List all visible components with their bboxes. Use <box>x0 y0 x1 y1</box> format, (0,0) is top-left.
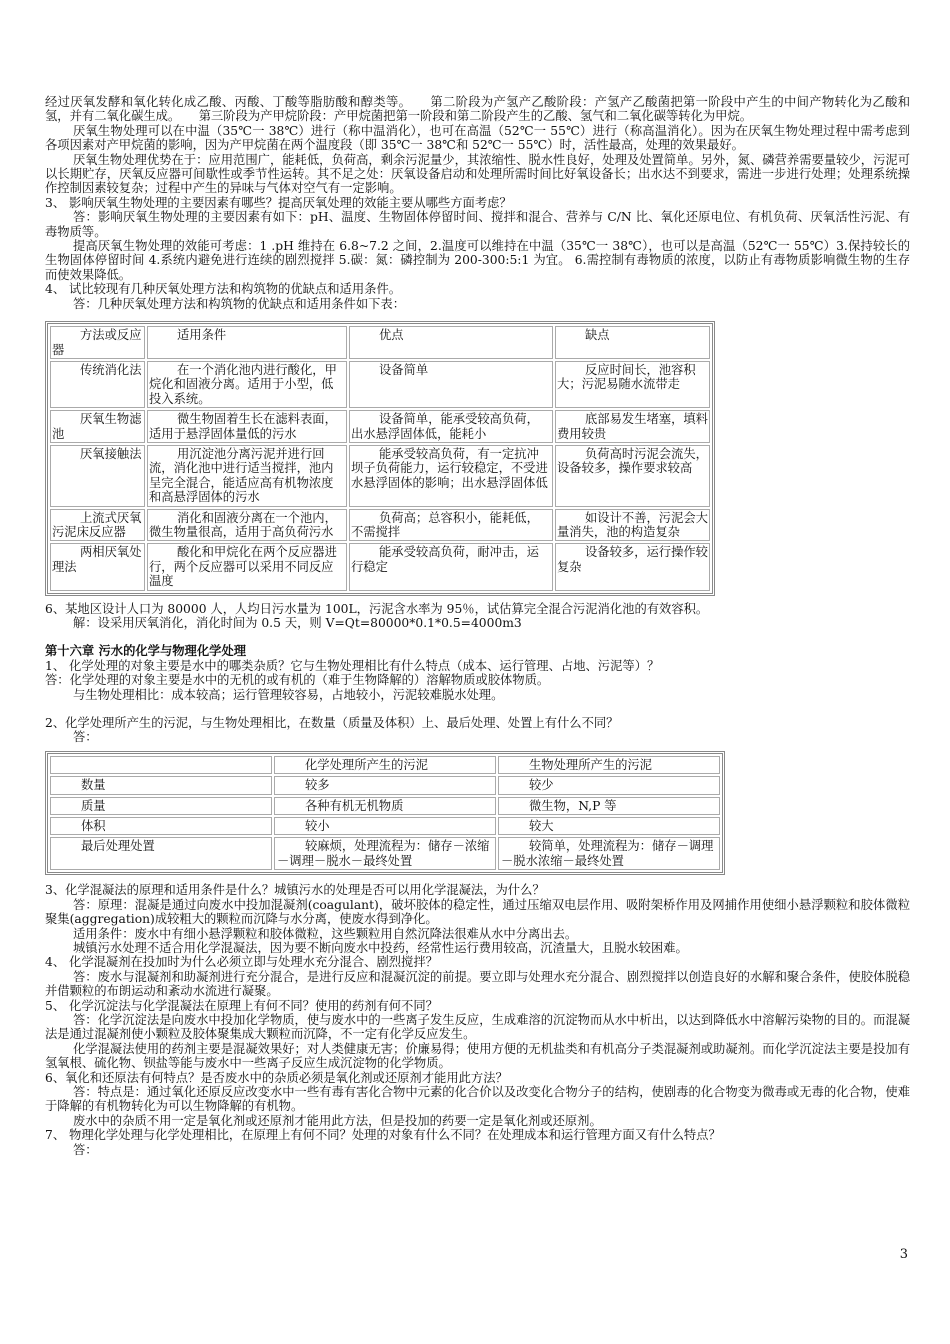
answer-3: 答：影响厌氧生物处理的主要因素有如下：pH、温度、生物固体停留时间、搅拌和混合、营养与 C/N 比、氧化还原电位、有机负荷、厌氧活性污泥、有毒物质等。 <box>45 210 910 239</box>
paragraph: 化学混凝法使用的药剂主要是混凝效果好；对人类健康无害；价廉易得；使用方便的无机盐类和有机高分子类混凝剂或助凝剂。而化学沉淀法主要是投加有氢氧根、硫化物、钡盐等能与废水中一些离子反应生成沉淀物的化学物质。 <box>45 1041 910 1071</box>
question-3: 3、 影响厌氧生物处理的主要因素有哪些？提高厌氧处理的效能主要从哪些方面考虑？ <box>45 195 512 210</box>
table-cell: 最后处理处置 <box>50 837 272 870</box>
table-cell: 如设计不善，污泥会大量消失，池的构造复杂 <box>555 509 710 542</box>
paragraph: 3、化学混凝法的原理和适用条件是什么？城镇污水的处理是否可以用化学混凝法，为什么？ <box>45 883 545 898</box>
answer-4: 答：几种厌氧处理方法和构筑物的优缺点和适用条件如下表： <box>73 296 406 311</box>
ch16-question-1: 1、 化学处理的对象主要是水中的哪类杂质？它与生物处理相比有什么特点（成本、运行管理、占地、污泥等）？ <box>45 658 660 673</box>
paragraph: 厌氧生物处理优势在于：应用范围广，能耗低，负荷高，剩余污泥量少，其浓缩性、脱水性良好，处理及处置简单。另外，氮、磷营养需要量较少，污泥可以长期贮存，厌氧反应器可间歇性或季节性运转。其不足之处：厌氧设备启动和处理所需时间比好氧设备长；出水达不到要求，需进一步进行处理；处理系统操作控制因素较复杂；过程中产生的异味与气体对空气有一定影响。 <box>45 152 910 196</box>
table-cell: 两相厌氧处理法 <box>50 543 145 590</box>
table-header-cell: 缺点 <box>555 326 710 359</box>
table-header-cell: 优点 <box>349 326 553 359</box>
table-cell: 能承受较高负荷，耐冲击，运行稳定 <box>349 543 553 590</box>
ch16-answer-2: 答： <box>73 730 98 745</box>
table-row <box>50 817 720 835</box>
table-cell: 在一个消化池内进行酸化，甲烷化和固液分离。适用于小型，低投入系统。 <box>147 361 347 408</box>
table-cell: 数量 <box>50 776 272 794</box>
paragraph: 适用条件：废水中有细小悬浮颗粒和胶体微粒，这些颗粒用自然沉降法很难从水中分离出去。 <box>73 926 578 941</box>
ch16-answer-1-detail: 与生物处理相比：成本较高；运行管理较容易，占地较小，污泥较难脱水处理。 <box>73 687 504 702</box>
table-cell: 各种有机无机物质 <box>274 797 496 815</box>
sludge-comparison-table <box>45 751 725 875</box>
table-cell: 能承受较高负荷，有一定抗冲坝子负荷能力，运行较稳定，不受进水悬浮固体的影响；出水悬浮固体低 <box>349 445 553 507</box>
answer-6: 解：设采用厌氧消化，消化时间为 0.5 天，则 V=Qt=80000*0.1*0.5=4000m3 <box>73 616 522 630</box>
table-cell: 较多 <box>274 776 496 794</box>
table-cell: 负荷高；总容积小，能耗低，不需搅拌 <box>349 509 553 542</box>
paragraph: 答：废水与混凝剂和助凝剂进行充分混合，是进行反应和混凝沉淀的前提。要立即与处理水充分混合、剧烈搅拌以创造良好的水解和聚合条件，使胶体脱稳并借颗粒的布朗运动和紊动水流进行凝聚。 <box>45 969 910 999</box>
table-cell: 较少 <box>498 776 720 794</box>
table-header-row <box>50 756 720 774</box>
question-4: 4、 试比较现有几种厌氧处理方法和构筑物的优缺点和适用条件。 <box>45 282 402 297</box>
table-header-cell: 适用条件 <box>147 326 347 359</box>
bottom-paragraphs <box>45 883 910 1157</box>
table-cell: 微生物，N,P 等 <box>498 797 720 815</box>
table-row <box>50 509 710 542</box>
table-cell: 厌氧生物滤池 <box>50 410 145 443</box>
table-cell: 厌氧接触法 <box>50 445 145 507</box>
paragraph: 答：化学沉淀法是向废水中投加化学物质，使与废水中的一些离子发生反应，生成难溶的沉淀物而从水中析出，以达到降低水中溶解污染物的目的。而混凝法是通过混凝剂使小颗粒及胶体聚集成大颗粒而沉降，不一定有化学反应发生。 <box>45 1012 910 1042</box>
table-cell: 负荷高时污泥会流失，设备较多，操作要求较高 <box>555 445 710 507</box>
paragraph: 城镇污水处理不适合用化学混凝法，因为要不断向废水中投药，经常性运行费用较高，沉渣量大，且脱水较困难。 <box>73 940 688 955</box>
paragraph: 5、 化学沉淀法与化学混凝法在原理上有何不同？使用的药剂有何不同？ <box>45 998 438 1013</box>
table-cell: 体积 <box>50 817 272 835</box>
table-header-cell: 化学处理所产生的污泥 <box>274 756 496 774</box>
table-row <box>50 445 710 507</box>
table-cell: 微生物固着生长在滤料表面，适用于悬浮固体量低的污水 <box>147 410 347 443</box>
table-row <box>50 543 710 590</box>
paragraph: 废水中的杂质不用一定是氧化剂或还原剂才能用此方法，但是投加的药要一定是氧化剂或还原剂。 <box>73 1113 602 1128</box>
table-cell: 质量 <box>50 797 272 815</box>
paragraph: 4、 化学混凝剂在投加时为什么必须立即与处理水充分混合、剧烈搅拌？ <box>45 955 438 970</box>
paragraph: 答：特点是：通过氧化还原反应改变水中一些有毒有害化合物中元素的化合价以及改变化合物分子的结构，使剧毒的化合物变为微毒或无毒的化合物，使难于降解的有机物转化为可以生物降解的有机物。 <box>45 1084 910 1114</box>
ch16-question-2: 2、化学处理所产生的污泥，与生物处理相比，在数量（质量及体积）上、最后处理、处置上有什么不同？ <box>45 716 619 731</box>
paragraph: 答：原理：混凝是通过向废水中投加混凝剂(coagulant)，破坏胶体的稳定性，通过压缩双电层作用、吸附架桥作用及网捕作用使细小悬浮颗粒和胶体微粒聚集(aggregation)成较粗大的颗粒而沉降与水分离，使废水得到净化。 <box>45 897 910 927</box>
table-cell: 消化和固液分离在一个池内，微生物量很高，适用于高负荷污水 <box>147 509 347 542</box>
answer-3-detail: 提高厌氧生物处理的效能可考虑：1 .pH 维持在 6.8~7.2 之间，2.温度可以维持在中温（35℃一 38℃），也可以是高温（52℃一 55℃）3.保持较长的生物固体停留时间 4.系统内避免进行连续的剧烈搅拌 5.碳：氮：磷控制为 200-300:5:1 为宜。 6.需控制有毒物质的浓度，以防止有毒物质影响微生物的生存而使效果降低。 <box>45 239 910 282</box>
table-cell: 设备较多，运行操作较复杂 <box>555 543 710 590</box>
table-row <box>50 776 720 794</box>
table-row <box>50 410 710 443</box>
paragraph: 厌氧生物处理可以在中温（35℃一 38℃）进行（称中温消化），也可在高温（52℃一 55℃）进行（称高温消化）。因为在厌氧生物处理过程中需考虑到各项因素对产甲烷菌的影响，因为产甲烷菌在两个温度段（即 35℃一 38℃和 52℃一 55℃）时，活性最高，处理的效果最好。 <box>45 123 910 153</box>
page-number: 3 <box>899 1247 908 1262</box>
table-header-cell: 方法或反应器 <box>50 326 145 359</box>
table-cell: 较小 <box>274 817 496 835</box>
table-cell: 底部易发生堵塞，填料费用较贵 <box>555 410 710 443</box>
table-cell: 设备简单 <box>349 361 553 408</box>
paragraph: 6、氧化和还原法有何特点？是否废水中的杂质必须是氧化剂或还原剂才能用此方法？ <box>45 1070 508 1085</box>
table-cell: 设备简单，能承受较高负荷，出水悬浮固体低，能耗小 <box>349 410 553 443</box>
table-cell: 较大 <box>498 817 720 835</box>
table-header-row <box>50 326 710 359</box>
table-cell: 较简单，处理流程为：储存－调理－脱水浓缩－最终处置 <box>498 837 720 870</box>
paragraph: 7、 物理化学处理与化学处理相比，在原理上有何不同？处理的对象有什么不同？在处理成本和运行管理方面又有什么特点？ <box>45 1128 721 1143</box>
table-row <box>50 837 720 870</box>
chapter-title: 第十六章 污水的化学与物理化学处理 <box>45 644 247 659</box>
table-cell: 酸化和甲烷化在两个反应器进行，两个反应器可以采用不同反应温度 <box>147 543 347 590</box>
ch16-answer-1: 答：化学处理的对象主要是水中的无机的或有机的（难于生物降解的）溶解物质或胶体物质。 <box>45 673 550 688</box>
table-cell: 反应时间长，池容积大；污泥易随水流带走 <box>555 361 710 408</box>
paragraph: 经过厌氧发酵和氧化转化成乙酸、丙酸、丁酸等脂肪酸和醇类等。 第二阶段为产氢产乙酸阶段：产氢产乙酸菌把第一阶段中产生的中间产物转化为乙酸和氢，并有二氧化碳生成。 第三阶段为产甲烷阶段：产甲烷菌把第一阶段和第二阶段产生的乙酸、氢气和二氧化碳等转化为甲烷。 <box>45 95 910 124</box>
table-header-cell <box>50 756 272 774</box>
table-row <box>50 797 720 815</box>
document-page <box>45 95 910 1157</box>
paragraph: 答： <box>73 1142 98 1157</box>
table-row <box>50 361 710 408</box>
table-header-cell: 生物处理所产生的污泥 <box>498 756 720 774</box>
question-6: 6、某地区设计人口为 80000 人，人均日污水量为 100L，污泥含水率为 95％，试估算完全混合污泥消化池的有效容积。 <box>45 601 709 616</box>
table-cell: 较麻烦，处理流程为：储存－浓缩－调理－脱水－最终处置 <box>274 837 496 870</box>
table-cell: 上流式厌氧污泥床反应器 <box>50 509 145 542</box>
anaerobic-methods-table <box>45 321 715 596</box>
table-cell: 传统消化法 <box>50 361 145 408</box>
table-cell: 用沉淀池分离污泥并进行回流，消化池中进行适当搅拌，池内呈完全混合，能适应高有机物浓度和高悬浮固体的污水 <box>147 445 347 507</box>
